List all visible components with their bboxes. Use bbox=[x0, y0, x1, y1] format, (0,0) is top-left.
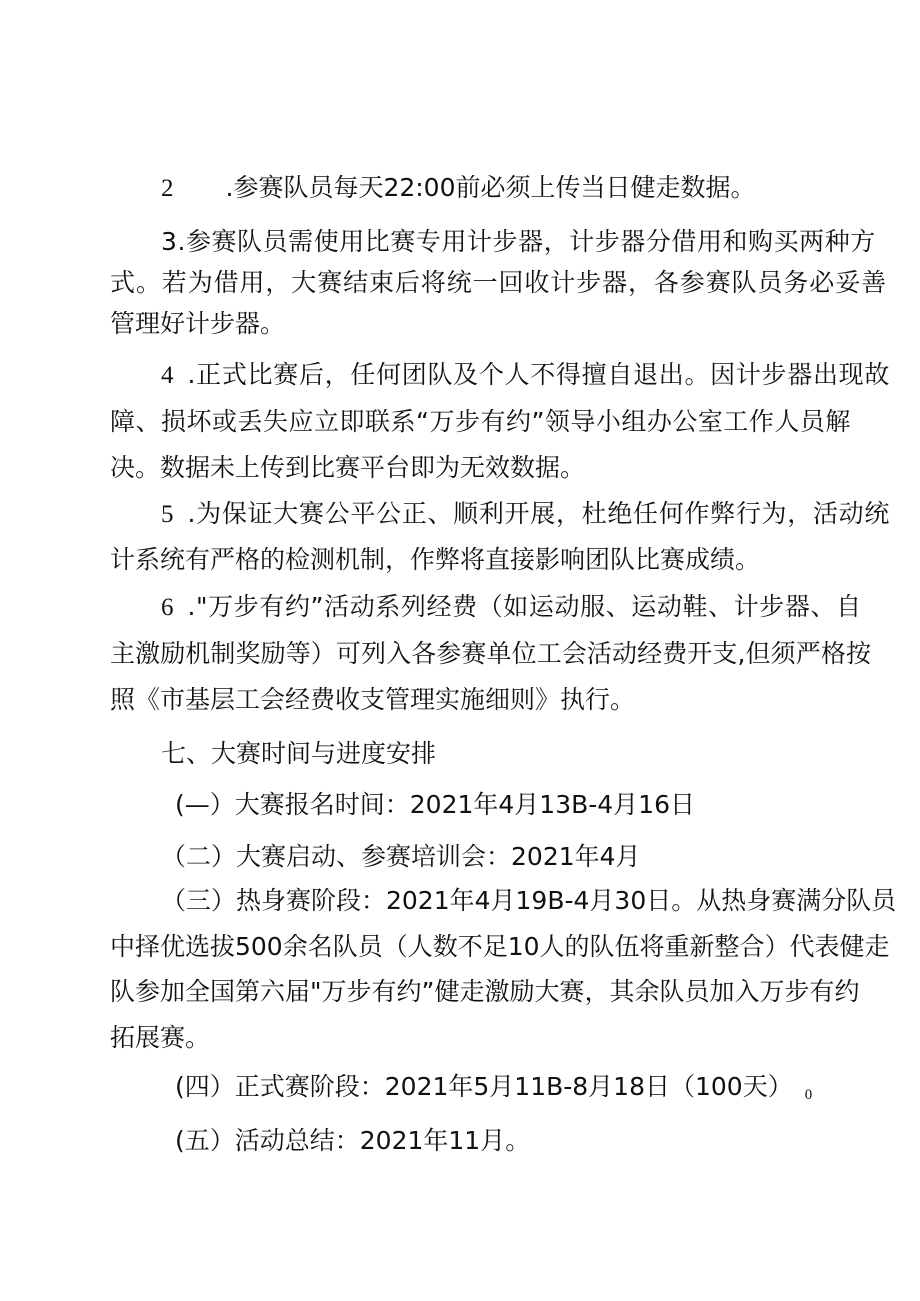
item-5-line-2: 计系统有严格的检测机制，作弊将直接影响团队比赛成绩。 bbox=[110, 545, 761, 574]
section-7-sub-4 bbox=[175, 1070, 812, 1112]
section-7-sub-2: （二）大赛启动、参赛培训会：2021年4月 bbox=[161, 842, 641, 871]
item-6-text: ."万步有约”活动系列经费（如运动服、运动鞋、计步器、自 bbox=[187, 592, 862, 621]
item-6-line-2: 主激励机制奖励等）可列入各参赛单位工会活动经费开支,但须严格按 bbox=[110, 639, 872, 668]
item-4-line-1 bbox=[161, 358, 890, 393]
item-6-line-3: 照《市基层工会经费收支管理实施细则》执行。 bbox=[110, 685, 636, 714]
item-6-line-1 bbox=[161, 590, 862, 625]
section-7-sub-4-text: (四）正式赛阶段：2021年5月11B-8月18日（100天） bbox=[175, 1072, 793, 1101]
item-6-number: 6 bbox=[161, 594, 174, 621]
item-5-line-1 bbox=[161, 497, 890, 532]
item-2-text: .参赛队员每天22:00前必须上传当日健走数据。 bbox=[225, 173, 756, 202]
section-7-sub-3-line-2: 中择优选拔500余名队员（人数不足10人的队伍将重新整合）代表健走 bbox=[110, 932, 890, 961]
item-3-line-1: 3.参赛队员需使用比赛专用计步器，计步器分借用和购买两种方 bbox=[161, 227, 876, 256]
item-4-line-3: 决。数据未上传到比赛平台即为无效数据。 bbox=[110, 453, 586, 482]
section-7-sub-3-line-4: 拓展赛。 bbox=[110, 1023, 211, 1052]
section-7-sub-1: (—）大赛报名时间：2021年4月13B-4月16日 bbox=[175, 790, 695, 819]
item-5-number: 5 bbox=[161, 501, 174, 528]
section-7-heading: 七、大赛时间与进度安排 bbox=[161, 739, 437, 768]
item-4-text: .正式比赛后，任何团队及个人不得擅自退出。因计步器出现故 bbox=[187, 360, 891, 389]
item-3-line-3: 管理好计步器。 bbox=[110, 309, 286, 338]
item-4-line-2: 障、损坏或丢失应立即联系“万步有约”领导小组办公室工作人员解 bbox=[110, 407, 851, 436]
item-4-number: 4 bbox=[161, 362, 174, 389]
section-7-sub-3-line-1: （三）热身赛阶段：2021年4月19B-4月30日。从热身赛满分队员 bbox=[161, 886, 897, 915]
section-7-sub-3-line-3: 队参加全国第六届"万步有约”健走激励大赛，其余队员加入万步有约 bbox=[110, 977, 860, 1006]
item-2-line bbox=[161, 171, 756, 206]
item-5-text: .为保证大赛公平公正、顺利开展，杜绝任何作弊行为，活动统 bbox=[187, 499, 891, 528]
section-7-sub-4-tail: 0 bbox=[804, 1087, 813, 1103]
item-3-line-2: 式。若为借用，大赛结束后将统一回收计步器，各参赛队员务必妥善 bbox=[110, 268, 888, 297]
section-7-sub-5: (五）活动总结：2021年11月。 bbox=[175, 1126, 531, 1155]
item-2-number: 2 bbox=[161, 175, 174, 202]
